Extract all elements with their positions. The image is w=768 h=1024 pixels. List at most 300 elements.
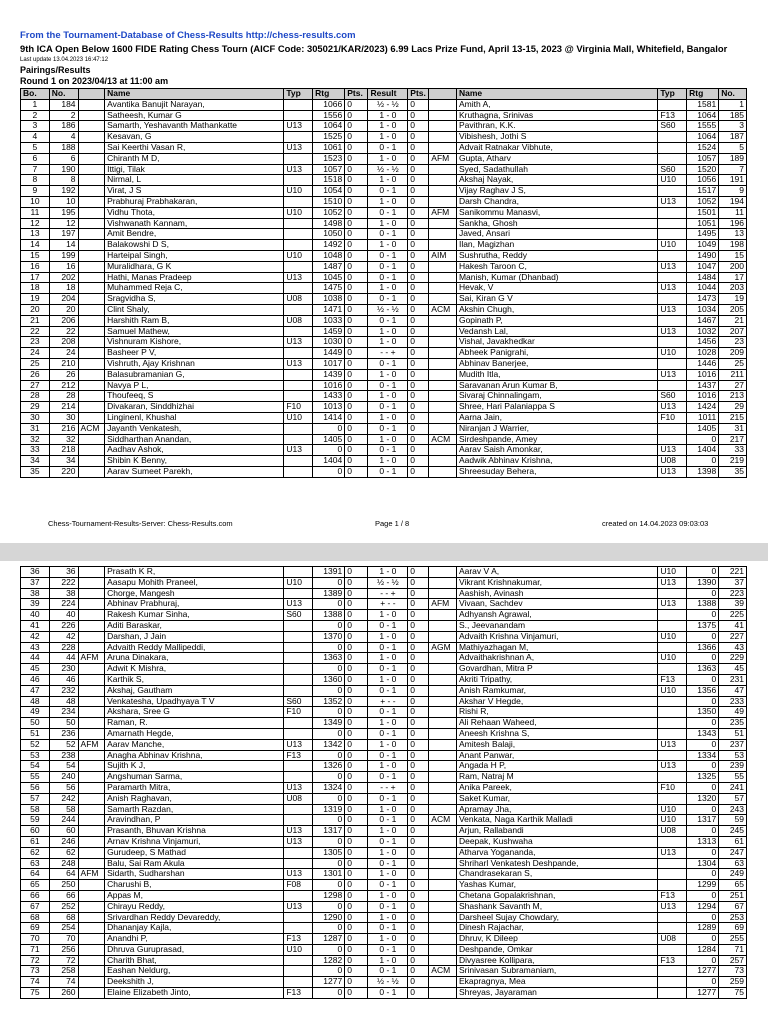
black-points: 0 xyxy=(408,653,429,664)
white-type xyxy=(284,348,313,359)
white-title xyxy=(78,380,105,391)
table-row xyxy=(21,434,747,445)
white-rating: 0 xyxy=(313,642,345,653)
black-name: Ram, Natraj M xyxy=(456,772,657,783)
black-name: Mudith Itla, xyxy=(456,369,657,380)
board-no: 42 xyxy=(21,631,50,642)
white-no: 8 xyxy=(49,175,78,186)
black-rating: 1325 xyxy=(687,772,719,783)
white-type xyxy=(284,761,313,772)
result: 0 - 1 xyxy=(368,423,408,434)
white-name: Thoufeeq, S xyxy=(105,391,284,402)
table-row xyxy=(21,186,747,197)
black-points: 0 xyxy=(408,240,429,251)
table-row xyxy=(21,750,747,761)
black-rating: 0 xyxy=(687,782,719,793)
white-title xyxy=(78,934,105,945)
black-name: Darsh Chandra, xyxy=(456,196,657,207)
white-no: 256 xyxy=(49,944,78,955)
white-points: 0 xyxy=(345,782,368,793)
black-points: 0 xyxy=(408,466,429,477)
table-row xyxy=(21,175,747,186)
white-no: 204 xyxy=(49,294,78,305)
black-name: Niranjan J Warrier, xyxy=(456,423,657,434)
black-type: U13 xyxy=(658,283,687,294)
black-title xyxy=(429,337,457,348)
white-title xyxy=(78,348,105,359)
white-rating: 1057 xyxy=(313,164,345,175)
black-title xyxy=(429,653,457,664)
white-points: 0 xyxy=(345,153,368,164)
white-rating: 0 xyxy=(313,750,345,761)
white-no: 62 xyxy=(49,847,78,858)
black-no: 25 xyxy=(719,358,747,369)
white-type: F10 xyxy=(284,707,313,718)
white-type: F10 xyxy=(284,402,313,413)
source-line: From the Tournament-Database of Chess-Results http://chess-results.com xyxy=(20,30,356,41)
white-no: 70 xyxy=(49,934,78,945)
white-rating: 1317 xyxy=(313,826,345,837)
white-no: 238 xyxy=(49,750,78,761)
result: 0 - 1 xyxy=(368,445,408,456)
table-row xyxy=(21,955,747,966)
black-no: 187 xyxy=(719,132,747,143)
white-rating: 1298 xyxy=(313,890,345,901)
black-name: Javed, Ansari xyxy=(456,229,657,240)
black-title xyxy=(429,326,457,337)
result: 1 - 0 xyxy=(368,934,408,945)
white-type: U10 xyxy=(284,250,313,261)
black-type xyxy=(658,988,687,999)
last-update: Last update 13.04.2023 16:47:12 xyxy=(20,57,109,63)
black-name: Ilan, Magizhan xyxy=(456,240,657,251)
white-rating: 1471 xyxy=(313,304,345,315)
footer-created: created on 14.04.2023 09:03:03 xyxy=(602,519,709,528)
black-points: 0 xyxy=(408,272,429,283)
black-name: Chetana Gopalakrishnan, xyxy=(456,890,657,901)
black-name: Sankha, Ghosh xyxy=(456,218,657,229)
white-title xyxy=(78,707,105,718)
table-row xyxy=(21,304,747,315)
white-no: 14 xyxy=(49,240,78,251)
black-type xyxy=(658,142,687,153)
black-no: 245 xyxy=(719,826,747,837)
white-type: F13 xyxy=(284,934,313,945)
table-row xyxy=(21,869,747,880)
board-no: 27 xyxy=(21,380,50,391)
black-points: 0 xyxy=(408,858,429,869)
black-name: S., Jeevanandam xyxy=(456,620,657,631)
board-no: 34 xyxy=(21,456,50,467)
black-rating: 0 xyxy=(687,456,719,467)
white-no: 46 xyxy=(49,674,78,685)
white-no: 246 xyxy=(49,836,78,847)
white-name: Prabhuraj Prabhakaran, xyxy=(105,196,284,207)
table-row xyxy=(21,880,747,891)
black-points: 0 xyxy=(408,761,429,772)
black-points: 0 xyxy=(408,250,429,261)
black-points: 0 xyxy=(408,218,429,229)
board-no: 49 xyxy=(21,707,50,718)
black-rating: 0 xyxy=(687,739,719,750)
white-title xyxy=(78,326,105,337)
white-rating: 0 xyxy=(313,423,345,434)
black-points: 0 xyxy=(408,750,429,761)
black-type: U10 xyxy=(658,653,687,664)
board-no: 16 xyxy=(21,261,50,272)
result: 0 - 1 xyxy=(368,620,408,631)
white-name: Vishnuram Kishore, xyxy=(105,337,284,348)
black-points: 0 xyxy=(408,567,429,578)
black-type: U10 xyxy=(658,240,687,251)
white-rating: 1033 xyxy=(313,315,345,326)
white-points: 0 xyxy=(345,240,368,251)
white-name: Samuel Mathew, xyxy=(105,326,284,337)
board-no: 10 xyxy=(21,196,50,207)
board-no: 47 xyxy=(21,685,50,696)
black-title xyxy=(429,674,457,685)
black-no: 231 xyxy=(719,674,747,685)
black-title xyxy=(429,110,457,121)
black-rating: 1501 xyxy=(687,207,719,218)
black-rating: 1064 xyxy=(687,110,719,121)
white-name: Aravindhan, P xyxy=(105,815,284,826)
result: 1 - 0 xyxy=(368,739,408,750)
table-row xyxy=(21,272,747,283)
result: 0 - 1 xyxy=(368,793,408,804)
board-no: 11 xyxy=(21,207,50,218)
black-title xyxy=(429,240,457,251)
black-no: 225 xyxy=(719,610,747,621)
white-title xyxy=(78,674,105,685)
white-type xyxy=(284,804,313,815)
white-no: 6 xyxy=(49,153,78,164)
white-title xyxy=(78,890,105,901)
white-rating: 1459 xyxy=(313,326,345,337)
black-points: 0 xyxy=(408,642,429,653)
white-type xyxy=(284,434,313,445)
black-no: 39 xyxy=(719,599,747,610)
white-no: 208 xyxy=(49,337,78,348)
white-no: 56 xyxy=(49,782,78,793)
black-rating: 1334 xyxy=(687,750,719,761)
board-no: 21 xyxy=(21,315,50,326)
black-no: 17 xyxy=(719,272,747,283)
black-points: 0 xyxy=(408,944,429,955)
white-no: 184 xyxy=(49,99,78,110)
white-name: Venkatesha, Upadhyaya T V xyxy=(105,696,284,707)
white-rating: 1066 xyxy=(313,99,345,110)
white-rating: 1405 xyxy=(313,434,345,445)
board-no: 54 xyxy=(21,761,50,772)
white-type: U10 xyxy=(284,412,313,423)
black-name: Shree, Hari Palaniappa S xyxy=(456,402,657,413)
white-points: 0 xyxy=(345,836,368,847)
black-type xyxy=(658,642,687,653)
white-rating: 0 xyxy=(313,772,345,783)
white-points: 0 xyxy=(345,315,368,326)
black-rating: 1495 xyxy=(687,229,719,240)
result: 0 - 1 xyxy=(368,642,408,653)
white-title: AFM xyxy=(78,869,105,880)
black-title xyxy=(429,685,457,696)
white-title xyxy=(78,110,105,121)
black-no: 200 xyxy=(719,261,747,272)
board-no: 19 xyxy=(21,294,50,305)
white-title xyxy=(78,923,105,934)
black-type: F13 xyxy=(658,955,687,966)
white-points: 0 xyxy=(345,718,368,729)
black-title xyxy=(429,718,457,729)
result: 0 - 1 xyxy=(368,944,408,955)
white-title xyxy=(78,664,105,675)
white-title xyxy=(78,153,105,164)
white-points: 0 xyxy=(345,944,368,955)
board-no: 70 xyxy=(21,934,50,945)
table-row xyxy=(21,207,747,218)
black-type: U08 xyxy=(658,934,687,945)
black-name: Yashas Kumar, xyxy=(456,880,657,891)
white-title xyxy=(78,164,105,175)
table-row xyxy=(21,99,747,110)
white-title xyxy=(78,944,105,955)
black-name: Vijay Raghav J S, xyxy=(456,186,657,197)
white-rating: 1414 xyxy=(313,412,345,423)
white-name: Balasubramanian G, xyxy=(105,369,284,380)
white-title xyxy=(78,966,105,977)
board-no: 18 xyxy=(21,283,50,294)
white-type xyxy=(284,132,313,143)
result: 0 - 1 xyxy=(368,815,408,826)
black-name: Anish Ramkumar, xyxy=(456,685,657,696)
white-title xyxy=(78,358,105,369)
white-no: 12 xyxy=(49,218,78,229)
black-type xyxy=(658,750,687,761)
black-points: 0 xyxy=(408,412,429,423)
black-title: ACM xyxy=(429,966,457,977)
black-title xyxy=(429,380,457,391)
white-title xyxy=(78,750,105,761)
black-title xyxy=(429,707,457,718)
white-type xyxy=(284,369,313,380)
white-title xyxy=(78,294,105,305)
white-points: 0 xyxy=(345,858,368,869)
white-title xyxy=(78,132,105,143)
table-row xyxy=(21,674,747,685)
footer-page: Page 1 / 8 xyxy=(375,519,410,528)
result: 0 - 1 xyxy=(368,707,408,718)
black-name: Govardhan, Mitra P xyxy=(456,664,657,675)
white-type xyxy=(284,304,313,315)
board-no: 55 xyxy=(21,772,50,783)
black-type xyxy=(658,294,687,305)
black-title: AIM xyxy=(429,250,457,261)
black-rating: 1032 xyxy=(687,326,719,337)
white-points: 0 xyxy=(345,445,368,456)
black-name: Gopinath P, xyxy=(456,315,657,326)
black-no: 207 xyxy=(719,326,747,337)
black-type xyxy=(658,728,687,739)
board-no: 57 xyxy=(21,793,50,804)
white-no: 24 xyxy=(49,348,78,359)
table-row xyxy=(21,588,747,599)
result: 0 - 1 xyxy=(368,966,408,977)
black-type: F10 xyxy=(658,412,687,423)
white-points: 0 xyxy=(345,434,368,445)
black-points: 0 xyxy=(408,599,429,610)
black-points: 0 xyxy=(408,847,429,858)
white-points: 0 xyxy=(345,750,368,761)
black-rating: 0 xyxy=(687,934,719,945)
black-name: Ali Rehaan Waheed, xyxy=(456,718,657,729)
white-no: 218 xyxy=(49,445,78,456)
black-type: U13 xyxy=(658,369,687,380)
white-type xyxy=(284,620,313,631)
black-name: Dhruv, K Dileep xyxy=(456,934,657,945)
black-title: AGM xyxy=(429,642,457,653)
black-no: 27 xyxy=(719,380,747,391)
black-name: Aashish, Avinash xyxy=(456,588,657,599)
black-no: 23 xyxy=(719,337,747,348)
black-name: Aneesh Krishna S, xyxy=(456,728,657,739)
black-points: 0 xyxy=(408,707,429,718)
white-title xyxy=(78,207,105,218)
black-points: 0 xyxy=(408,229,429,240)
board-no: 38 xyxy=(21,588,50,599)
result: 0 - 1 xyxy=(368,294,408,305)
black-type: S60 xyxy=(658,164,687,175)
white-name: Divakaran, Sinddhizhai xyxy=(105,402,284,413)
white-rating: 0 xyxy=(313,793,345,804)
white-type xyxy=(284,283,313,294)
white-points: 0 xyxy=(345,804,368,815)
white-type xyxy=(284,718,313,729)
black-type xyxy=(658,966,687,977)
black-type: U13 xyxy=(658,847,687,858)
black-rating: 1473 xyxy=(687,294,719,305)
result: 0 - 1 xyxy=(368,988,408,999)
black-rating: 1317 xyxy=(687,815,719,826)
white-rating: 1030 xyxy=(313,337,345,348)
black-type: U13 xyxy=(658,577,687,588)
black-title xyxy=(429,402,457,413)
white-type xyxy=(284,380,313,391)
black-title xyxy=(429,132,457,143)
white-points: 0 xyxy=(345,599,368,610)
black-no: 217 xyxy=(719,434,747,445)
black-type: U13 xyxy=(658,901,687,912)
board-no: 13 xyxy=(21,229,50,240)
white-title xyxy=(78,782,105,793)
black-no: 221 xyxy=(719,567,747,578)
black-name: Vikrant Krishnakumar, xyxy=(456,577,657,588)
black-no: 243 xyxy=(719,804,747,815)
white-name: Nirmal, L xyxy=(105,175,284,186)
white-no: 32 xyxy=(49,434,78,445)
white-no: 230 xyxy=(49,664,78,675)
black-type xyxy=(658,944,687,955)
white-name: Arnav Krishna Vinjamuri, xyxy=(105,836,284,847)
white-name: Amarnath Hegde, xyxy=(105,728,284,739)
white-name: Sujith K J, xyxy=(105,761,284,772)
white-points: 0 xyxy=(345,229,368,240)
black-title xyxy=(429,186,457,197)
white-rating: 0 xyxy=(313,858,345,869)
black-rating: 1356 xyxy=(687,685,719,696)
table-row xyxy=(21,944,747,955)
black-points: 0 xyxy=(408,782,429,793)
white-rating: 0 xyxy=(313,815,345,826)
black-title: AFM xyxy=(429,207,457,218)
black-points: 0 xyxy=(408,988,429,999)
result: ½ - ½ xyxy=(368,304,408,315)
white-name: Hathi, Manas Pradeep xyxy=(105,272,284,283)
table-row xyxy=(21,391,747,402)
black-points: 0 xyxy=(408,620,429,631)
white-title xyxy=(78,847,105,858)
black-points: 0 xyxy=(408,337,429,348)
white-type: S60 xyxy=(284,696,313,707)
white-no: 186 xyxy=(49,121,78,132)
black-no: 47 xyxy=(719,685,747,696)
white-no: 26 xyxy=(49,369,78,380)
white-no: 188 xyxy=(49,142,78,153)
white-no: 206 xyxy=(49,315,78,326)
table-row xyxy=(21,348,747,359)
white-points: 0 xyxy=(345,642,368,653)
black-type: U10 xyxy=(658,567,687,578)
black-rating: 1016 xyxy=(687,391,719,402)
white-no: 44 xyxy=(49,653,78,664)
white-name: Satheesh, Kumar G xyxy=(105,110,284,121)
white-points: 0 xyxy=(345,685,368,696)
black-rating: 1044 xyxy=(687,283,719,294)
white-no: 28 xyxy=(49,391,78,402)
black-title xyxy=(429,358,457,369)
white-no: 242 xyxy=(49,793,78,804)
black-type: U10 xyxy=(658,815,687,826)
board-no: 62 xyxy=(21,847,50,858)
black-type: F10 xyxy=(658,782,687,793)
black-type xyxy=(658,977,687,988)
table-row xyxy=(21,229,747,240)
table-row xyxy=(21,923,747,934)
board-no: 50 xyxy=(21,718,50,729)
black-type: S60 xyxy=(658,391,687,402)
black-points: 0 xyxy=(408,631,429,642)
white-name: Sidarth, Sudharshan xyxy=(105,869,284,880)
white-no: 40 xyxy=(49,610,78,621)
black-type: U13 xyxy=(658,196,687,207)
document-header xyxy=(20,30,760,87)
white-no: 226 xyxy=(49,620,78,631)
black-type xyxy=(658,99,687,110)
result: 1 - 0 xyxy=(368,391,408,402)
black-type xyxy=(658,423,687,434)
white-name: Akshaj, Gautham xyxy=(105,685,284,696)
black-title xyxy=(429,793,457,804)
white-rating: 1433 xyxy=(313,391,345,402)
white-title xyxy=(78,186,105,197)
black-type: U10 xyxy=(658,175,687,186)
table-row xyxy=(21,466,747,477)
table-row xyxy=(21,664,747,675)
black-no: 19 xyxy=(719,294,747,305)
footer-server: Chess-Tournament-Results-Server: Chess-Results.com xyxy=(48,519,233,528)
white-title xyxy=(78,912,105,923)
white-type xyxy=(284,858,313,869)
black-points: 0 xyxy=(408,132,429,143)
